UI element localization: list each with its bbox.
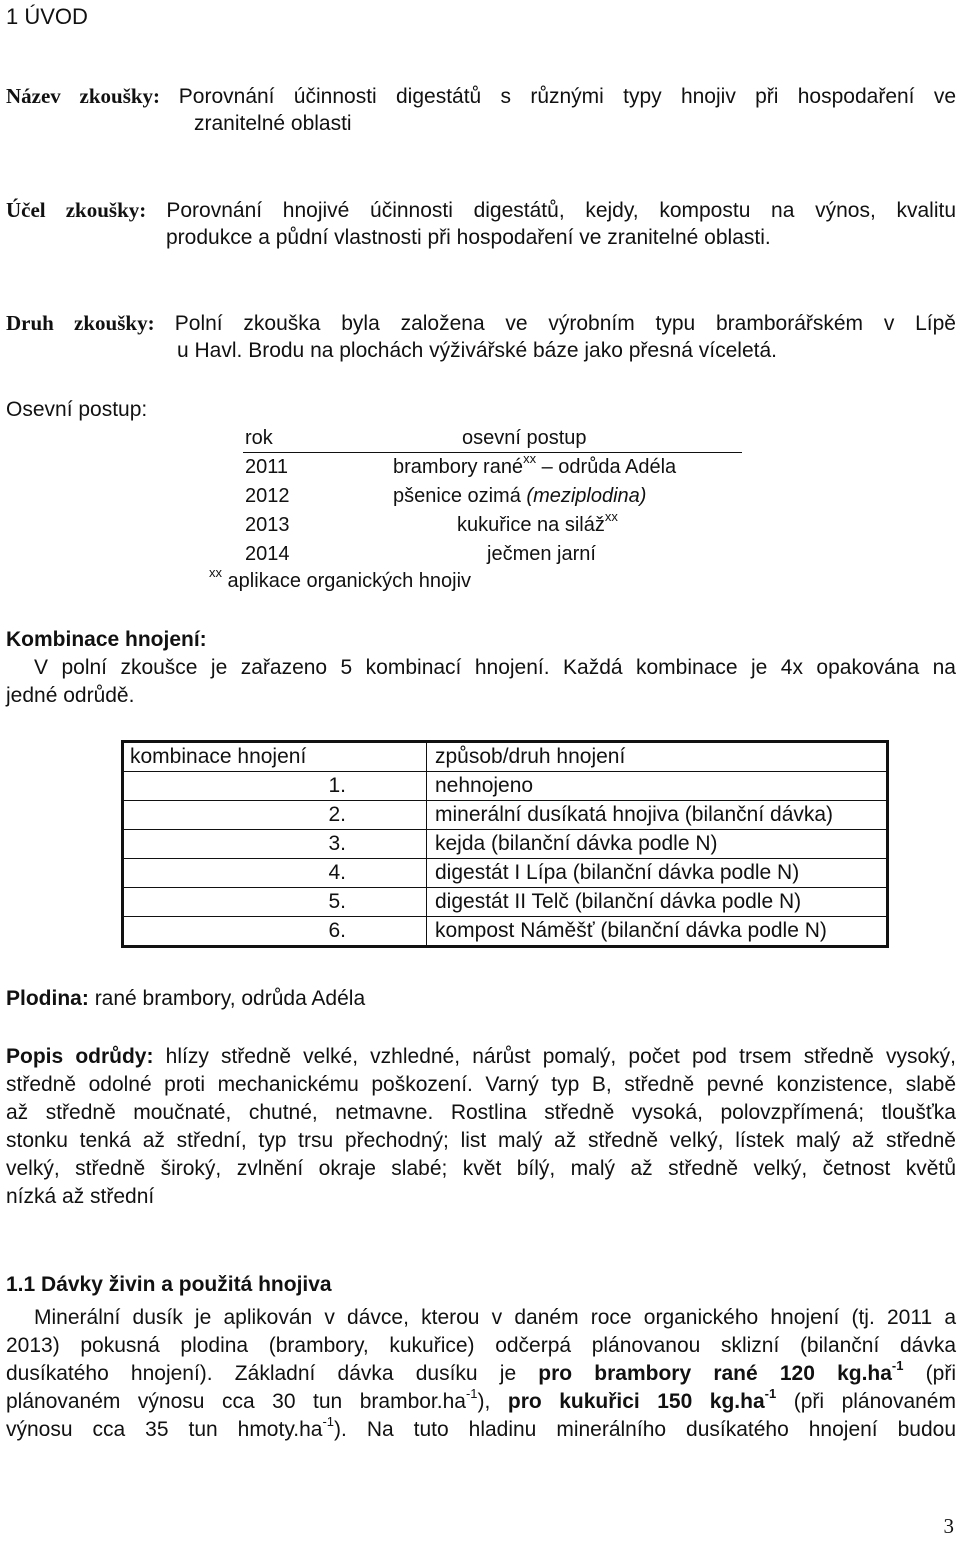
sowing-footnote-mark: xx: [209, 565, 222, 581]
sowing-crop-text: pšenice ozimá: [393, 485, 527, 507]
table-cell-method: kompost Náměšť (bilanční dávka podle N): [427, 917, 888, 947]
table-header-row: [123, 742, 888, 772]
table-row: [123, 917, 888, 947]
sowing-crop: [393, 453, 676, 481]
section-heading: [6, 1271, 332, 1299]
section-line: 2013) pokusná plodina (brambory, kukuřice) odčerpá plánovanou sklizní (bilanční dávka: [6, 1334, 956, 1357]
table-cell-number: 2.: [123, 801, 427, 830]
trial-name-line2: zranitelné oblasti: [194, 112, 352, 135]
table-cell-method: minerální dusíkatá hnojiva (bilanční dávka): [427, 801, 888, 830]
section-heading-text: 1.1 Dávky živin a použitá hnojiva: [6, 1273, 332, 1296]
variety-label: Popis odrůdy:: [6, 1045, 154, 1068]
sowing-footnote-text: aplikace organických hnojiv: [222, 570, 472, 592]
table-cell-number: 3.: [123, 830, 427, 859]
section-text: dusíkatého hnojení). Základní dávka dusíku je: [6, 1362, 539, 1385]
trial-purpose-line1: Porovnání hnojivé účinnosti digestátů, kejdy, kompostu na výnos, kvalitu: [166, 199, 956, 222]
sowing-row: [0, 540, 960, 568]
trial-purpose-line2: produkce a půdní vlastnosti při hospodaření ve zranitelné oblasti.: [166, 226, 771, 249]
variety-line: hlízy středně velké, vzhledné, nárůst pomalý, počet pod trsem středně vysoký,: [165, 1045, 956, 1068]
fertilization-table: [121, 740, 889, 948]
trial-purpose-label: Účel zkoušky:: [6, 198, 147, 222]
trial-purpose: [6, 196, 956, 225]
crop-value: rané brambory, odrůda Adéla: [94, 987, 366, 1010]
section-text: ),: [477, 1390, 491, 1413]
sowing-crop-sup: xx: [604, 509, 618, 525]
variety-line: nízká až střední: [6, 1185, 155, 1208]
trial-type: [6, 309, 956, 338]
table-cell-number: 5.: [123, 888, 427, 917]
sowing-crop-text: kukuřice na siláž: [457, 514, 605, 536]
trial-name-label: Název zkoušky:: [6, 84, 161, 108]
sowing-crop-variety: – odrůda Adéla: [536, 456, 677, 478]
trial-name-line1: Porovnání účinnosti digestátů s různými typy hnojiv při hospodaření ve: [178, 85, 956, 108]
variety-line: velký, středně široký, zvlnění okraje slabé; květ bílý, malý až středně velký, četnost květů: [6, 1157, 956, 1180]
table-cell-number: 6.: [123, 917, 427, 947]
variety-line: až středně moučnaté, chutné, netmavne. Rostlina středně vysoká, polovzpřímená; tloušťka: [6, 1101, 956, 1124]
section-sup: -1: [465, 1386, 478, 1401]
section-line: Minerální dusík je aplikován v dávce, kterou v daném roce organického hnojení (tj. 2011 a: [34, 1306, 956, 1329]
section-sup: -1: [764, 1386, 777, 1401]
sowing-crop-text: brambory rané: [393, 456, 524, 478]
page-number: 3: [943, 1514, 954, 1538]
crop-label: Plodina:: [6, 987, 89, 1010]
section-line: [6, 1416, 956, 1444]
table-cell-method: digestát II Telč (bilanční dávka podle N): [427, 888, 888, 917]
sowing-year: 2011: [245, 456, 289, 478]
sowing-label: Osevní postup:: [6, 398, 148, 421]
sowing-year: 2013: [245, 514, 290, 536]
trial-type-line1: Polní zkouška byla založena ve výrobním typu bramborářském v Lípě: [174, 312, 956, 335]
sowing-crop: [487, 540, 596, 568]
sowing-crop: [457, 511, 618, 539]
fertilization-label-text: Kombinace hnojení:: [6, 628, 207, 651]
section-text: plánovaném výnosu cca 30 tun brambor.ha: [6, 1390, 466, 1413]
section-sup: -1: [891, 1358, 904, 1373]
sowing-crop-note: (meziplodina): [526, 485, 647, 507]
trial-type-line2: u Havl. Brodu na plochách výživářské báze jako přesná víceletá.: [177, 339, 777, 362]
sowing-footnote: [209, 567, 471, 595]
variety-description: [6, 1043, 956, 1211]
trial-name: [6, 82, 956, 111]
sowing-row: [0, 482, 960, 510]
section-bold-text: pro brambory rané 120 kg.ha: [538, 1362, 892, 1385]
fertilization-intro: [6, 654, 956, 710]
section-text: ). Na tuto hladinu minerálního dusíkatého hnojení budou: [334, 1418, 956, 1441]
sowing-crop: [393, 482, 646, 510]
sowing-row: [0, 511, 960, 539]
table-row: [123, 888, 888, 917]
sowing-header-row: [0, 424, 960, 452]
section-line: [6, 1388, 956, 1416]
section-text: výnosu cca 35 tun hmoty.ha: [6, 1418, 323, 1441]
trial-type-label: Druh zkoušky:: [6, 311, 155, 335]
sowing-year: 2014: [245, 543, 290, 565]
sowing-crop-sup: xx: [523, 451, 537, 467]
section-bold-text: pro kukuřici 150 kg.ha: [490, 1390, 765, 1413]
variety-line: stonku tenká až střední, typ trsu přechodný; list malý až středně velký, lístek malý až středně: [6, 1129, 956, 1152]
sowing-col-crop: osevní postup: [462, 427, 587, 449]
table-row: [123, 801, 888, 830]
table-cell-number: 4.: [123, 859, 427, 888]
table-cell-method: kejda (bilanční dávka podle N): [427, 830, 888, 859]
table-header-combination: kombinace hnojení: [123, 742, 427, 772]
table-cell-method: nehnojeno: [427, 772, 888, 801]
section-text: (při: [903, 1362, 956, 1385]
sowing-crop-text: ječmen jarní: [487, 543, 596, 565]
crop-line: [6, 985, 365, 1013]
chapter-heading: 1 ÚVOD: [6, 4, 88, 29]
fertilization-line2: jedné odrůdě.: [6, 684, 135, 707]
section-body: [6, 1304, 956, 1444]
sowing-row: [0, 453, 960, 481]
table-cell-number: 1.: [123, 772, 427, 801]
section-sup: -1: [322, 1414, 335, 1429]
sowing-year: 2012: [245, 485, 290, 507]
table-header-method: způsob/druh hnojení: [427, 742, 888, 772]
section-text: (při plánovaném: [776, 1390, 956, 1413]
fertilization-label: [6, 626, 207, 654]
section-line: [6, 1360, 956, 1388]
table-row: [123, 859, 888, 888]
table-row: [123, 772, 888, 801]
table-row: [123, 830, 888, 859]
variety-line: středně odolné proti mechanickému poškození. Varný typ B, středně pevné konzistence, slabě: [6, 1073, 956, 1096]
table-cell-method: digestát I Lípa (bilanční dávka podle N): [427, 859, 888, 888]
sowing-col-year: rok: [245, 427, 273, 449]
fertilization-line1: V polní zkoušce je zařazeno 5 kombinací hnojení. Každá kombinace je 4x opakována na: [34, 656, 956, 679]
